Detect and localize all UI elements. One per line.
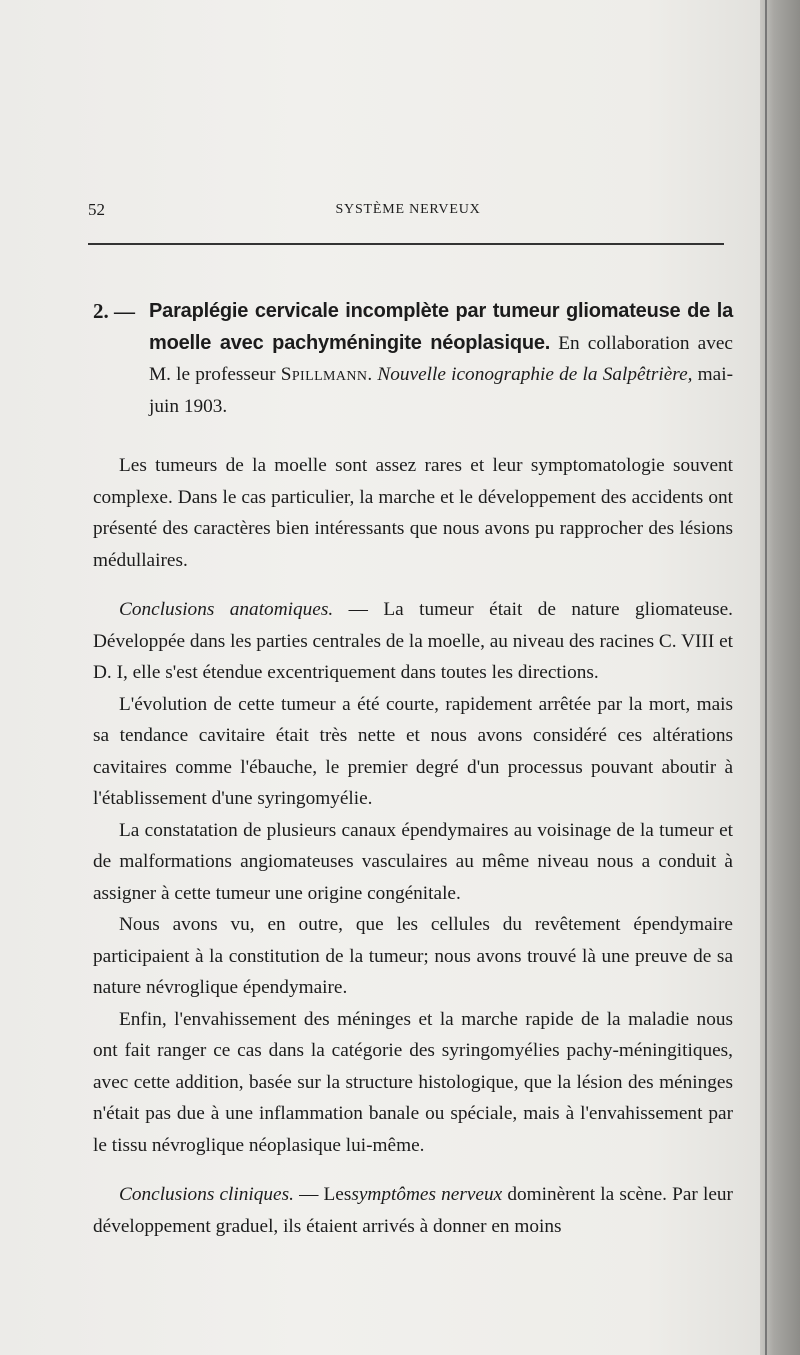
entry-number: 2. — xyxy=(93,299,135,323)
paragraph-clinic xyxy=(93,1179,733,1242)
clinic-label: Conclusions cliniques. xyxy=(119,1184,294,1205)
page-number: 52 xyxy=(88,200,105,219)
clinic-italic: symptômes nerveux xyxy=(351,1184,503,1205)
entry-title: Paraplégie cervicale incomplète par tumeur gliomateuse de la moelle avec pachyméningite néoplasique. xyxy=(149,300,733,354)
bibliography-entry xyxy=(93,296,733,422)
header-rule xyxy=(88,243,724,245)
entry-ref-author: Spillmann xyxy=(280,364,368,385)
page-header xyxy=(88,200,728,228)
page-body xyxy=(93,296,733,1242)
paragraph-evolution: L'évolution de cette tumeur a été courte, rapidement arrêtée par la mort, mais sa tendance cavitaire était très nette et nous avons considéré ces altérations cavitaires comme l'ébauche, le premier degré d'un processus pouvant aboutir à l'établissement d'une syringomyélie. xyxy=(93,693,733,809)
paragraph-enfin: Enfin, l'envahissement des méninges et la marche rapide de la maladie nous ont fait ranger ce cas dans la catégorie des syringomyélies pachy-méningitiques, avec cette addition, basée sur la structure histologique, que la lésion des méninges n'était pas due à une inflammation banale ou spéciale, mais à l'envahissement par le tissu névroglique néoplasique lui-même. xyxy=(93,1008,733,1156)
entry-ref-journal: Nouvelle iconographie de la Salpêtrière, xyxy=(377,364,693,385)
entry-body xyxy=(149,296,733,422)
entry-ref-date: mai-juin 1903. xyxy=(149,364,733,417)
clinic-text: dominèrent la scène. Par leur développement graduel, ils étaient arrivés à donner en moins xyxy=(93,1184,733,1237)
anatomic-label: Conclusions anatomiques. xyxy=(119,599,334,620)
anatomic-text: — La tumeur était de nature gliomateuse. Développée dans les parties centrales de la moelle, au niveau des racines C. VIII et D. I, elle s'est étendue excentriquement dans toutes les directions. xyxy=(93,599,733,683)
paragraph-cellules: Nous avons vu, en outre, que les cellules du revêtement épendymaire participaient à la constitution de la tumeur; nous avons trouvé là une preuve de sa nature névroglique épendymaire. xyxy=(93,914,733,998)
paragraph-canaux: La constatation de plusieurs canaux épendymaires au voisinage de la tumeur et de malformations angiomateuses vasculaires au même niveau nous a conduit à assigner à cette tumeur une origine congénitale. xyxy=(93,819,733,904)
entry-ref-sep: . xyxy=(367,364,373,385)
paragraph-anatomic xyxy=(93,594,733,689)
running-title: SYSTÈME NERVEUX xyxy=(335,202,481,217)
page-edge-line xyxy=(765,0,767,1355)
entry-ref-prefix: En collaboration avec M. le professeur xyxy=(149,332,733,385)
clinic-dash: — Les xyxy=(299,1184,352,1205)
paragraph-intro: Les tumeurs de la moelle sont assez rares et leur symptomatologie souvent complexe. Dans le cas particulier, la marche et le développement des accidents ont présenté des caractères bien intéressants que nous avons pu rapprocher des lésions médullaires. xyxy=(93,455,733,571)
